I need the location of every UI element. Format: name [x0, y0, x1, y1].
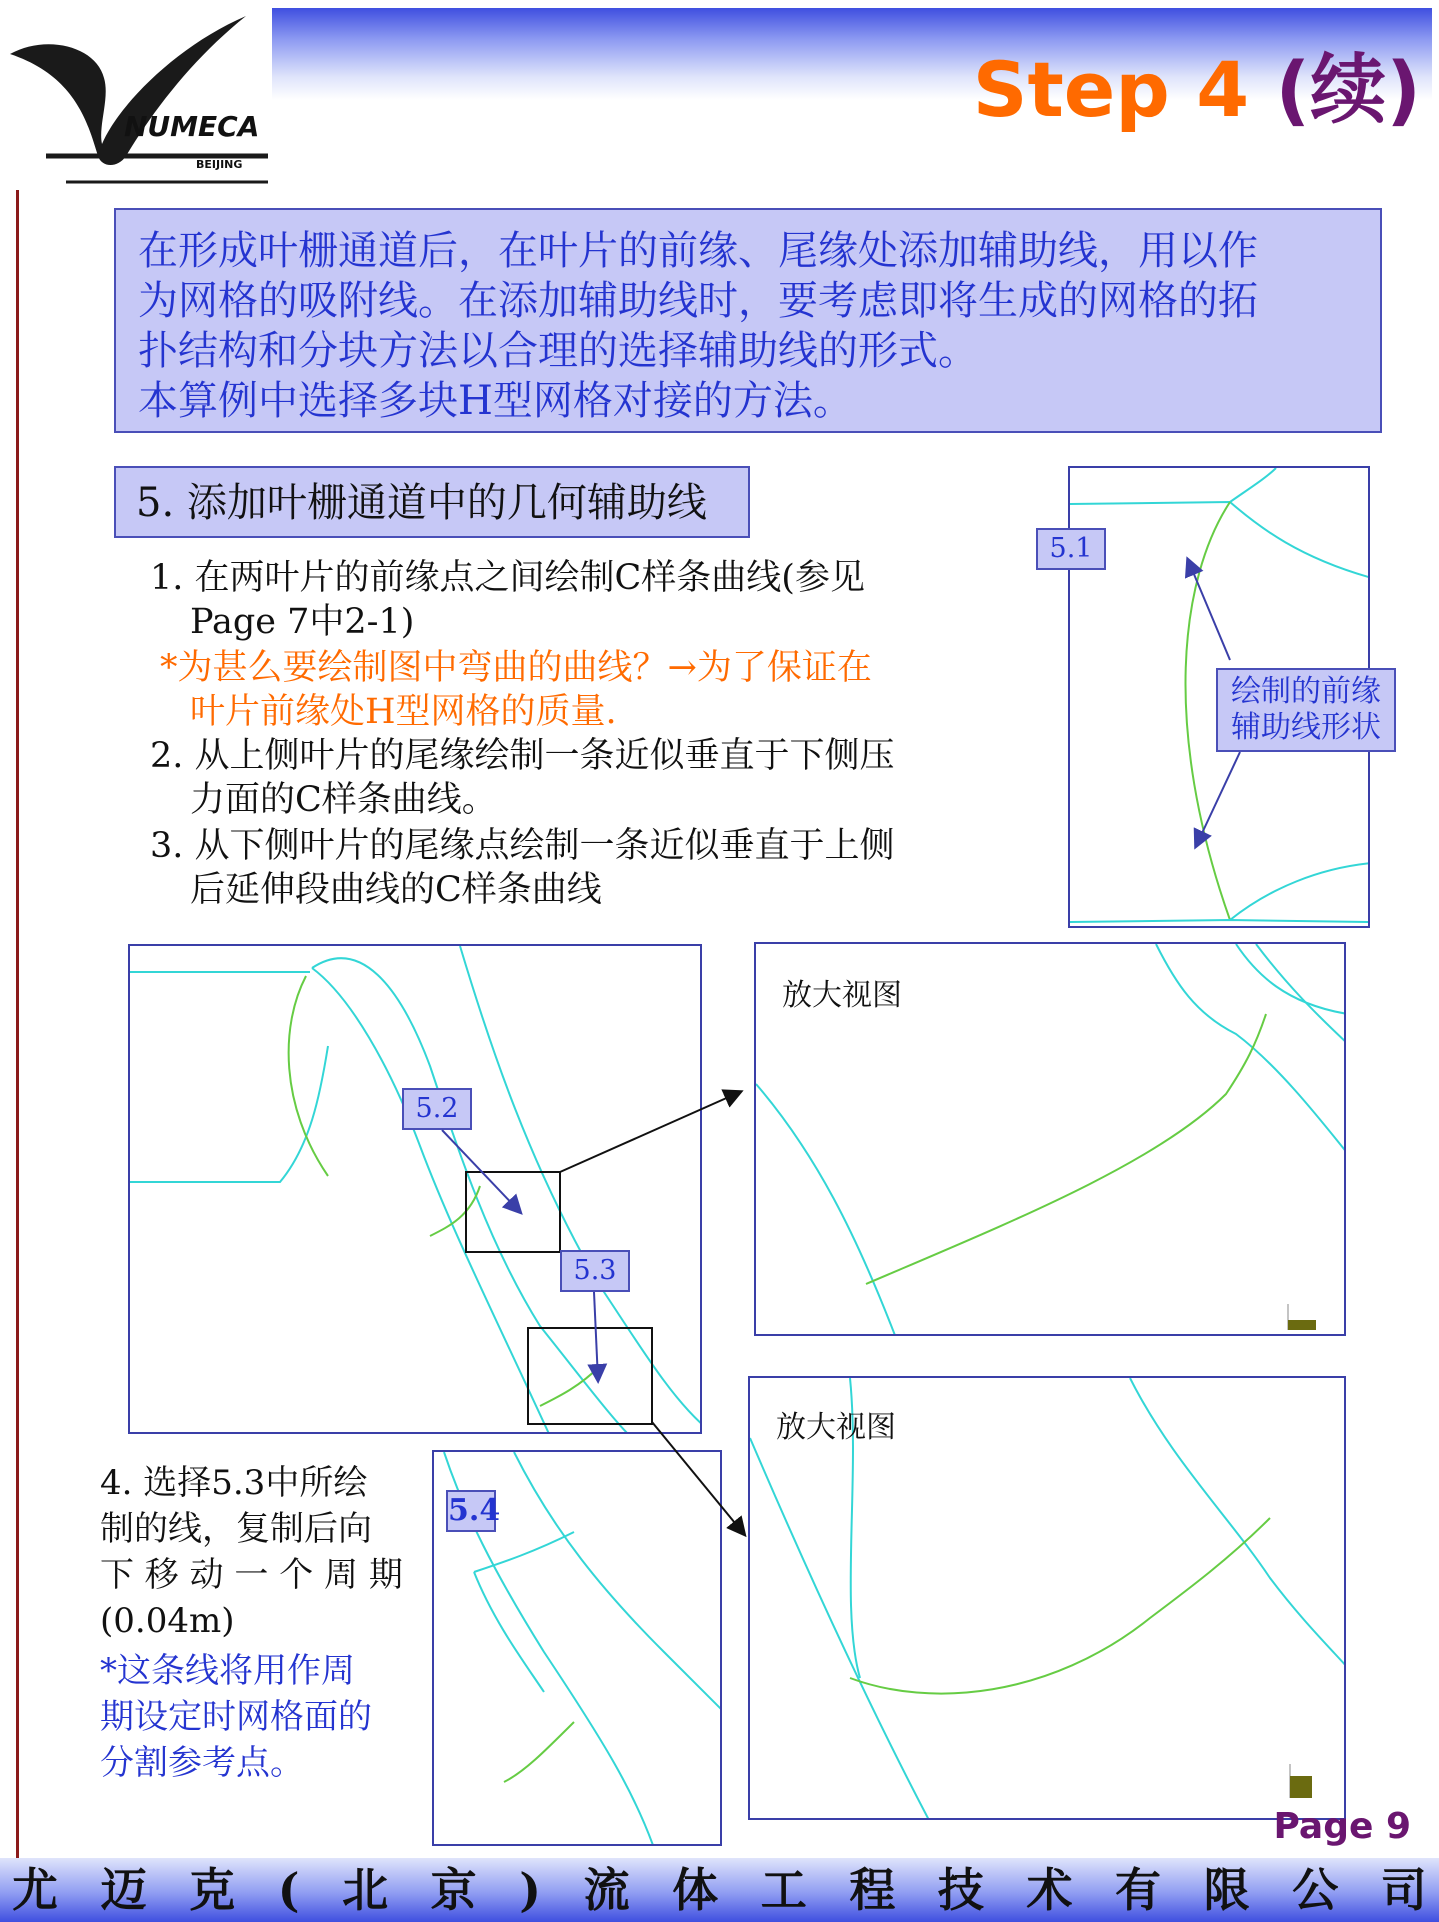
note-1 — [160, 646, 960, 734]
page-title — [973, 40, 1421, 140]
company-char: 限 — [1203, 1863, 1250, 1917]
company-char: 工 — [760, 1863, 807, 1917]
callout-5-2: 5.2 — [402, 1088, 472, 1130]
company-char: 体 — [672, 1863, 719, 1917]
step-2-line: 力面的C样条曲线。 — [190, 780, 497, 820]
callout-5-3: 5.3 — [560, 1250, 630, 1292]
zoom-label-2: 放大视图 — [776, 1410, 896, 1445]
numeca-logo — [6, 6, 276, 191]
company-char: 流 — [583, 1863, 630, 1917]
left-margin-line — [16, 190, 19, 1862]
intro-box — [114, 208, 1382, 433]
note-2 — [100, 1648, 410, 1786]
intro-line: 扑结构和分块方法以合理的选择辅助线的形式。 — [138, 328, 978, 374]
company-char: 技 — [937, 1863, 984, 1917]
page-number: Page 9 — [1273, 1806, 1411, 1847]
title-continued: (续) — [1275, 45, 1421, 134]
company-char: ) — [519, 1863, 541, 1917]
company-char: 公 — [1292, 1863, 1339, 1917]
figure-overview — [128, 944, 702, 1434]
logo-subtext: BEIJING — [196, 158, 243, 171]
callout-5-1: 5.1 — [1036, 528, 1106, 570]
zoom-label-1: 放大视图 — [782, 978, 902, 1013]
note-1-line: *为甚么要绘制图中弯曲的曲线？→为了保证在 — [160, 648, 872, 688]
intro-line: 为网格的吸附线。在添加辅助线时，要考虑即将生成的网格的拓 — [138, 278, 1258, 324]
step-4-line: 4. 选择5.3中所绘 — [100, 1463, 368, 1503]
leading-edge-label-line: 辅助线形状 — [1231, 710, 1381, 745]
step-1-line: Page 7中2-1) — [190, 602, 415, 642]
step-4-line: (0.04m) — [100, 1601, 235, 1641]
company-char: ( — [277, 1863, 300, 1917]
company-char: 司 — [1380, 1863, 1427, 1917]
leading-edge-label — [1216, 668, 1396, 752]
logo-text: NUMECA — [124, 110, 260, 143]
title-step: Step 4 — [972, 45, 1276, 134]
step-1-line: 1. 在两叶片的前缘点之间绘制C样条曲线(参见 — [150, 558, 865, 598]
company-char: 程 — [849, 1863, 896, 1917]
note-2-line: 期设定时网格面的 — [100, 1697, 372, 1737]
company-char: 克 — [189, 1863, 236, 1917]
company-char: 北 — [342, 1863, 389, 1917]
step-2-line: 2. 从上侧叶片的尾缘绘制一条近似垂直于下侧压 — [150, 736, 895, 776]
company-char: 有 — [1115, 1863, 1162, 1917]
company-char: 尤 — [12, 1863, 58, 1917]
company-char: 术 — [1026, 1863, 1073, 1917]
intro-line: 在形成叶栅通道后，在叶片的前缘、尾缘处添加辅助线，用以作 — [138, 228, 1258, 274]
step-3-line: 3. 从下侧叶片的尾缘点绘制一条近似垂直于上侧 — [150, 826, 895, 866]
step-4-line: 下 移 动 一 个 周 期 — [100, 1555, 403, 1595]
leading-edge-label-line: 绘制的前缘 — [1231, 674, 1381, 709]
company-char: 迈 — [100, 1863, 147, 1917]
step-3-line: 后延伸段曲线的C样条曲线 — [190, 870, 602, 910]
note-2-line: *这条线将用作周 — [100, 1651, 355, 1691]
callout-5-4: 5.4 — [446, 1490, 496, 1532]
footer-bar — [0, 1858, 1439, 1922]
step-4 — [100, 1460, 410, 1644]
note-2-line: 分割参考点。 — [100, 1743, 304, 1783]
intro-line: 本算例中选择多块H型网格对接的方法。 — [138, 378, 853, 424]
note-1-line: 叶片前缘处H型网格的质量. — [190, 692, 617, 732]
company-name — [0, 1858, 1439, 1922]
section-heading: 5. 添加叶栅通道中的几何辅助线 — [114, 466, 750, 538]
step-2 — [150, 734, 950, 822]
step-1 — [150, 556, 950, 644]
company-char: 京 — [430, 1863, 477, 1917]
step-4-line: 制的线，复制后向 — [100, 1509, 372, 1549]
step-3 — [150, 824, 950, 912]
